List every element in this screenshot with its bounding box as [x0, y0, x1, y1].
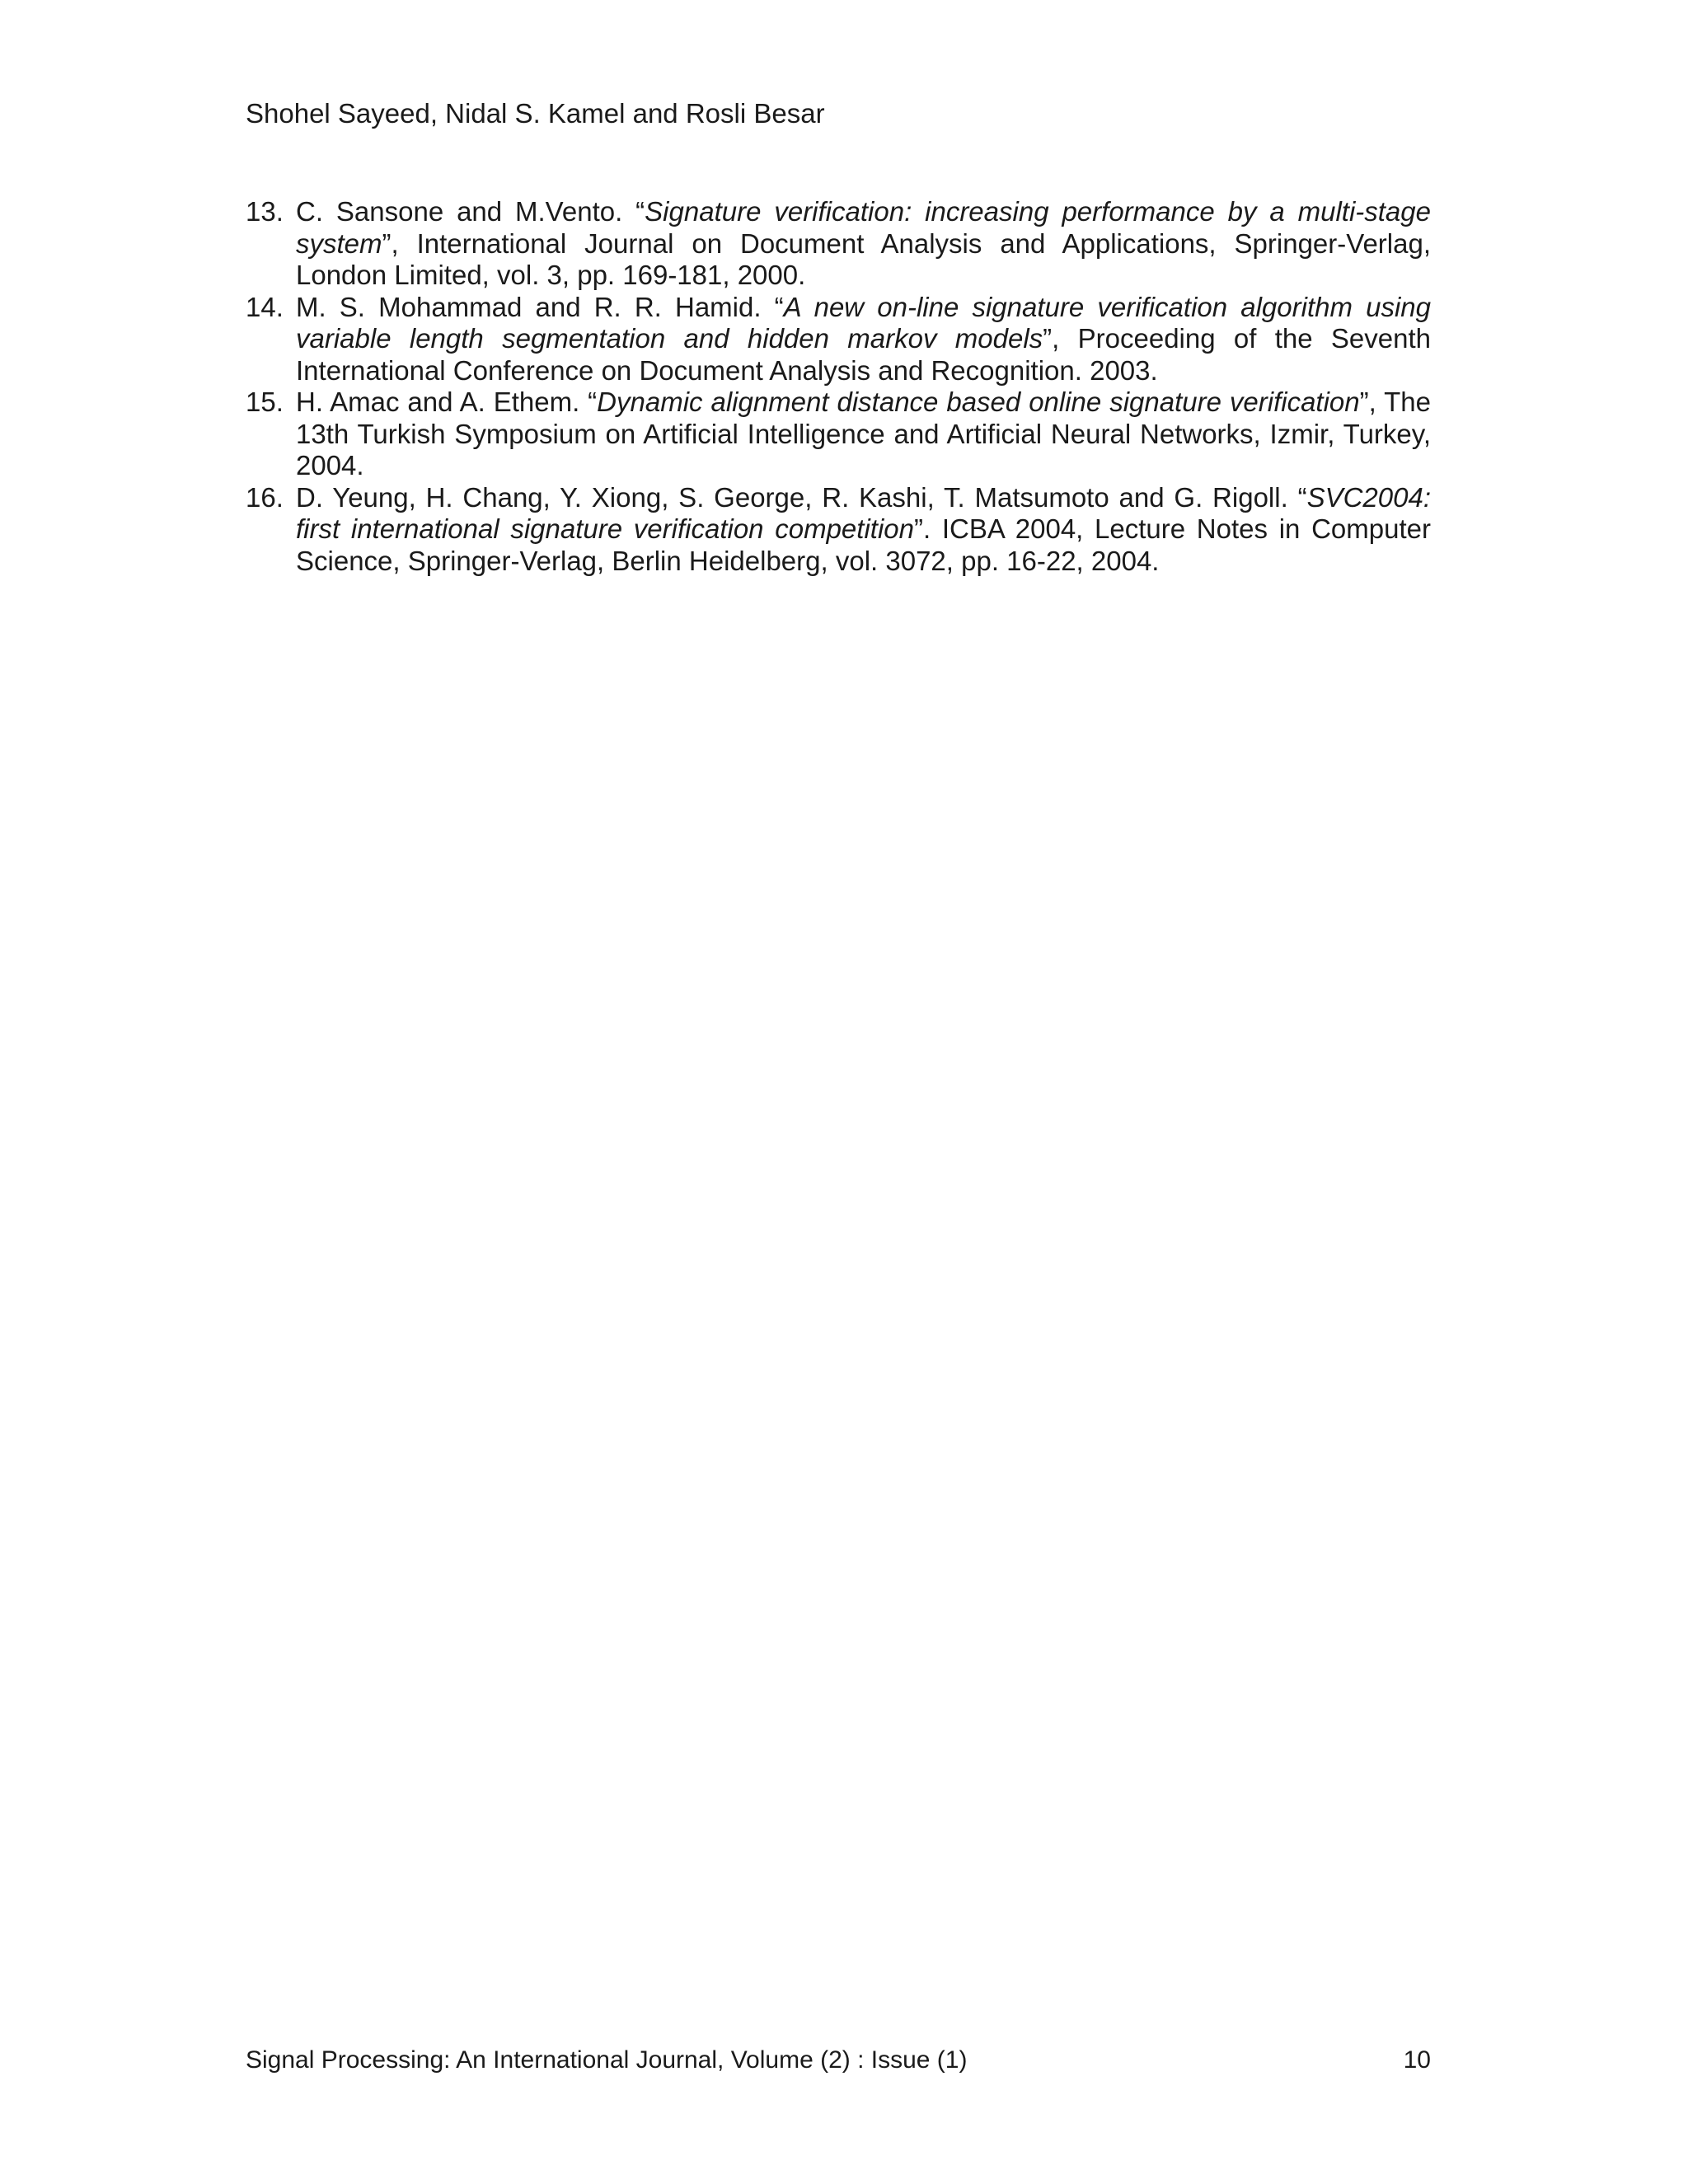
running-header-authors: Shohel Sayeed, Nidal S. Kamel and Rosli Besar	[246, 98, 825, 129]
reference-list	[246, 196, 1431, 577]
reference-title: Signature verification: increasing performance by a multi-stage system	[296, 196, 1431, 259]
reference-authors: C. Sansone and M.Vento. “	[296, 196, 645, 227]
reference-source: ”, The 13th Turkish Symposium on Artificial Intelligence and Artificial Neural Networks, Izmir, Turkey, 2004.	[296, 387, 1432, 480]
running-footer	[246, 2046, 1431, 2075]
reference-number: 13.	[246, 196, 284, 227]
reference-authors: M. S. Mohammad and R. R. Hamid. “	[296, 291, 784, 322]
reference-item	[246, 292, 1431, 387]
footer-journal-title: Signal Processing: An International Journal, Volume (2) : Issue (1)	[246, 2046, 968, 2074]
reference-number: 16.	[246, 481, 284, 513]
reference-title: A new on-line signature verification algorithm using variable length segmentation and hidden markov models	[296, 291, 1432, 354]
reference-authors: D. Yeung, H. Chang, Y. Xiong, S. George, R. Kashi, T. Matsumoto and G. Rigoll. “	[296, 481, 1307, 513]
reference-item	[246, 196, 1431, 292]
reference-item	[246, 387, 1431, 482]
page-number: 10	[1403, 2046, 1431, 2074]
reference-number: 14.	[246, 291, 284, 322]
reference-number: 15.	[246, 387, 284, 417]
reference-source: ”, Proceeding of the Seventh International Conference on Document Analysis and Recognition. 2003.	[296, 323, 1431, 386]
reference-source: ”. ICBA 2004, Lecture Notes in Computer Science, Springer-Verlag, Berlin Heidelberg, vol. 3072, pp. 16-22, 2004.	[296, 513, 1431, 576]
reference-authors: H. Amac and A. Ethem. “	[296, 387, 598, 417]
reference-title: SVC2004: first international signature verification competition	[296, 481, 1431, 544]
reference-source: ”, International Journal on Document Analysis and Applications, Springer-Verlag, London Limited, vol. 3, pp. 169-181, 2000.	[296, 227, 1431, 290]
reference-title: Dynamic alignment distance based online signature verification	[597, 387, 1360, 417]
reference-item	[246, 482, 1431, 578]
